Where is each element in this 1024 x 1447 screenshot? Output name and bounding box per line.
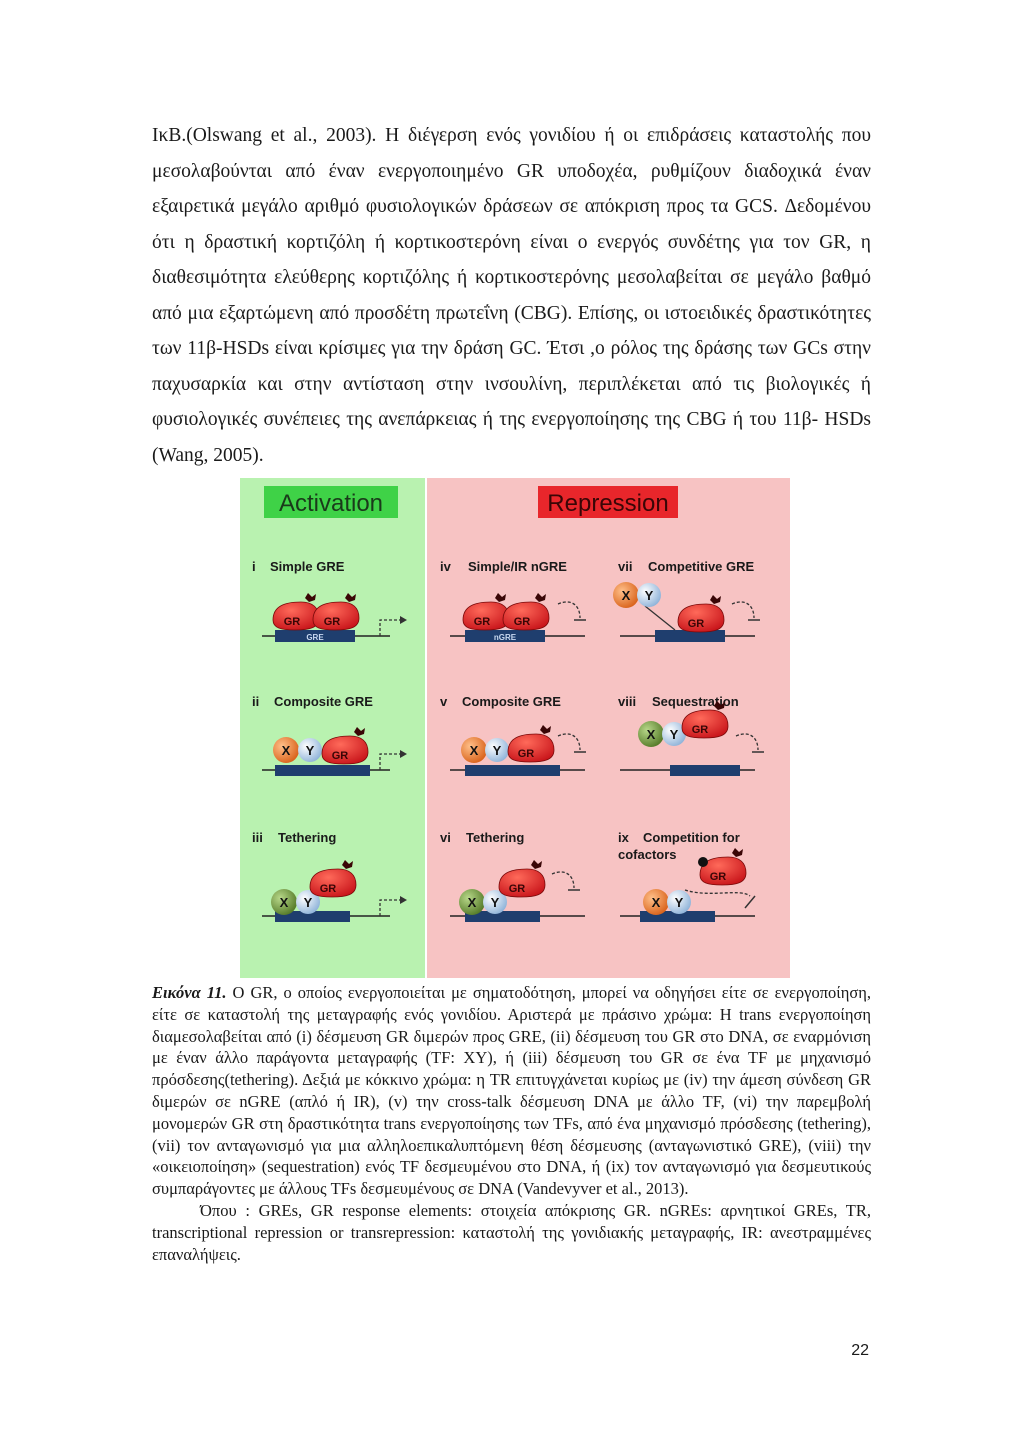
figure-gr-mechanisms bbox=[240, 478, 790, 978]
panel-ix-label-1: Competition for bbox=[643, 830, 740, 845]
panel-v-label: Composite GRE bbox=[462, 694, 561, 709]
panel-iv-label: Simple/IR nGRE bbox=[468, 559, 567, 574]
page-number: 22 bbox=[851, 1342, 869, 1359]
panel-ix-num: ix bbox=[618, 830, 629, 845]
panel-iii-label: Tethering bbox=[278, 830, 337, 845]
body-paragraph: ΙκΒ.(Olswang et al., 2003). Η διέγερση ενός γονιδίου ή οι επιδράσεις καταστολής που μεσολαβούνται από έναν ενεργοποιημένο GR υποδοχέα, ρυθμίζουν διαδοχικά έναν εξαιρετικά μεγάλο αριθμό φυσιολογικών δράσεων σε απόκριση προς τα GCS. Δεδομένου ότι η δραστική κορτιζόλη ή κορτικοστερόνη είναι ο ενεργός συνδέτης για τον GR, η διαθεσιμότητα ελεύθερης κορτιζόλης ή κορτικοστερόνης μεσολαβείται σε μεγάλο βαθμό από μια εξαρτώμενη από προσδέτη πρωτεΐνη (CBG). Επίσης, οι ιστοειδικές δραστικότητες των 11β-HSDs είναι κρίσιμες για την δράση GC. Έτσι ,ο ρόλος της δράσης των GCs στην παχυσαρκία και στην αντίσταση στην ινσουλίνη, περιπλέκεται από τις βιολογικές ή φυσιολογικές συνέπειες της ανεπάρκειας ή της ενεργοποίησης της CBG ή του 11β- HSDs (Wang, 2005). bbox=[152, 125, 871, 466]
gr-label: GR bbox=[513, 616, 531, 628]
caption-note: Όπου : GREs, GR response elements: στοιχεία απόκρισης GR. nGREs: αρνητικοί GREs, TR, transcriptional repression or transrepression: καταστολή της γονιδιακής μεταγραφής, IR: ανεστραμμένες επαναλήψεις. bbox=[152, 1200, 871, 1264]
panel-ii-label: Composite GRE bbox=[274, 694, 373, 709]
panel-viii-num: viii bbox=[618, 694, 637, 709]
body-text bbox=[152, 118, 871, 473]
gr-label: GR bbox=[283, 616, 301, 628]
panel-vi-num: vi bbox=[440, 830, 451, 845]
figure-caption bbox=[152, 982, 871, 1265]
x-label: X bbox=[281, 743, 291, 758]
activation-title: Activation bbox=[278, 490, 384, 517]
cofactor-dot bbox=[698, 857, 708, 867]
gr-label: GR bbox=[691, 724, 709, 736]
gr-label: GR bbox=[473, 616, 491, 628]
caption-text: Ο GR, ο οποίος ενεργοποιείται με σηματοδότηση, μπορεί να οδηγήσει είτε σε ενεργοποίηση, είτε σε καταστολή της μεταγραφής ενός γονιδίου. Αριστερά με πράσινο χρώμα: Η trans ενεργοποίηση διαμεσολαβείται από (i) δέσμευση GR διμερών προς GRE, (ii) δέσμευση του GR στο DNA, σε εναρμόνιση με έναν άλλο παράγοντα μεταγραφής (TF: XY), ή (iii) δέσμευση του GR σε ένα TF με μηχανισμό πρόσδεσης(tethering). Δεξιά με κόκκινο χρώμα: η TR επιτυγχάνεται κυρίως με (iv) την άμεση σύνδεση GR διμερών σε nGRE (απλό ή IR), (v) την cross-talk δέσμευση DNA με άλλο TF, (vi) την παρεμβολή μονομερών GR στη δραστικότητα trans ενεργοποίησης των TFs, από ένα μηχανισμό πρόσδεσης (tethering), (vii) τον ανταγωνισμό για μια αλληλοεπικαλυπτόμενη θέση δέσμευσης (ανταγωνιστικό GRE), (viii) την «οικειοποίηση» (sequestration) ενός TF δεσμευμένου στο DNA, ή (ix) τον ανταγωνισμό για δεσμευτικούς συμπαράγοντες με άλλους TFs δεσμευμένους σε DNA (Vandevyver et al., 2013). bbox=[152, 983, 871, 1199]
y-label: Y bbox=[644, 588, 654, 603]
y-label: Y bbox=[303, 895, 313, 910]
panel-ii-num: ii bbox=[252, 694, 260, 709]
panel-ix-label-2: cofactors bbox=[618, 847, 677, 862]
caption-paragraph bbox=[152, 982, 871, 1200]
panel-v-num: v bbox=[440, 694, 448, 709]
panel-i-num: i bbox=[252, 559, 256, 574]
x-label: X bbox=[621, 588, 631, 603]
y-label: Y bbox=[674, 895, 684, 910]
x-label: X bbox=[469, 743, 479, 758]
panel-vi-label: Tethering bbox=[466, 830, 525, 845]
y-label: Y bbox=[490, 895, 500, 910]
y-label: Y bbox=[492, 743, 502, 758]
gr-label: GR bbox=[323, 616, 341, 628]
panel-vii-num: vii bbox=[618, 559, 633, 574]
y-label: Y bbox=[669, 727, 679, 742]
gr-label: GR bbox=[517, 748, 535, 760]
ngre-label: nGRE bbox=[493, 633, 517, 642]
gr-label: GR bbox=[319, 883, 337, 895]
caption-figure-label: Εικόνα 11. bbox=[152, 983, 227, 1002]
panel-viii-label: Sequestration bbox=[652, 694, 739, 709]
activation-background bbox=[240, 478, 425, 978]
gre-label: GRE bbox=[306, 633, 324, 642]
panel-iv-num: iv bbox=[440, 559, 451, 574]
y-label: Y bbox=[305, 743, 315, 758]
gr-label: GR bbox=[687, 618, 705, 630]
x-label: X bbox=[651, 895, 661, 910]
x-label: X bbox=[646, 727, 656, 742]
panel-iii-num: iii bbox=[252, 830, 263, 845]
gr-label: GR bbox=[508, 883, 526, 895]
panel-vii-label: Competitive GRE bbox=[648, 559, 755, 574]
x-label: X bbox=[279, 895, 289, 910]
gr-label: GR bbox=[709, 871, 727, 883]
repression-title: Repression bbox=[547, 490, 669, 517]
gr-label: GR bbox=[331, 750, 349, 762]
x-label: X bbox=[467, 895, 477, 910]
panel-i-label: Simple GRE bbox=[270, 559, 345, 574]
